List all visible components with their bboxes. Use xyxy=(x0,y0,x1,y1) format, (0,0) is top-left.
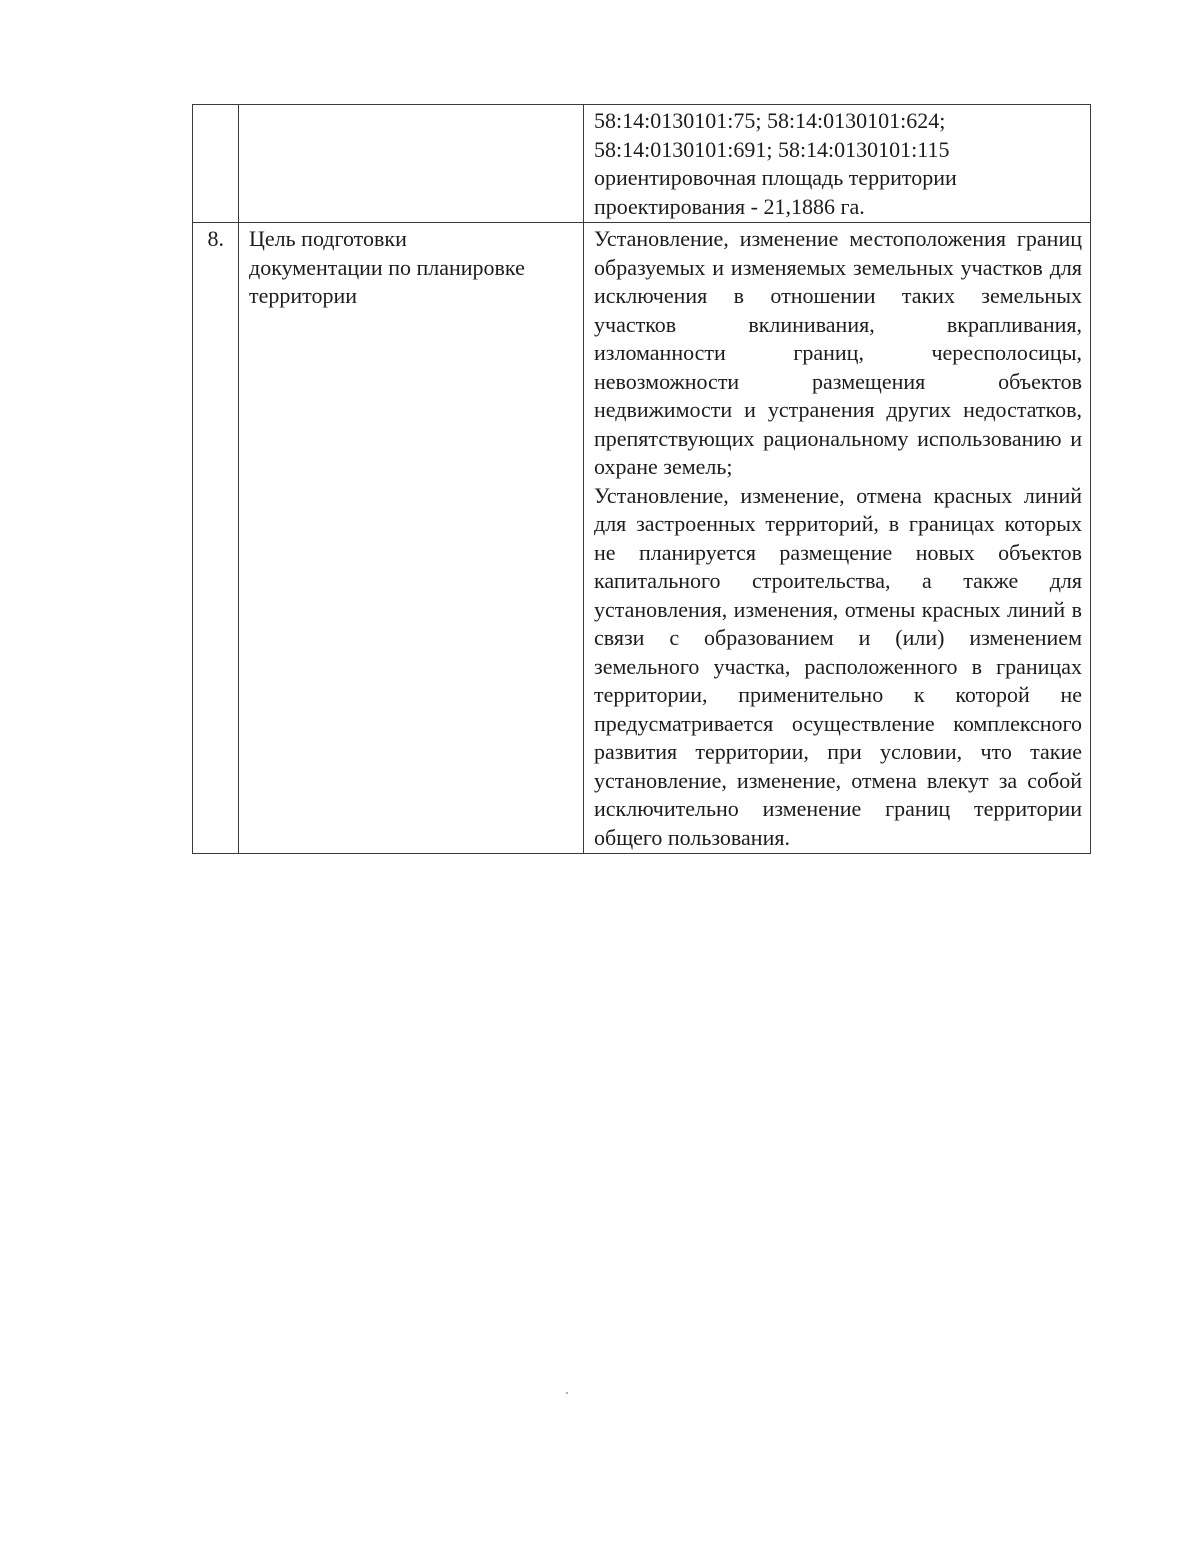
area-text-line-1: ориентировочная площадь территории xyxy=(594,165,957,190)
row-number-cell xyxy=(193,105,239,223)
goal-paragraph-2: Установление, изменение, отмена красных линий для застроенных территорий, в границах которых не планируется размещение новых объектов капитального строительства, а также для установления, изменения, отмены красных линий в связи с образованием и (или) изменением земельного участка, расположенного в границах территории, применительно к которой не предусматривается осуществление комплексного развития территории, при условии, что такие установление, изменение, отмена влекут за собой исключительно изменение границ территории общего пользования. xyxy=(594,482,1082,850)
planning-table xyxy=(192,104,1091,854)
cadastral-numbers-line-1: 58:14:0130101:75; 58:14:0130101:624; xyxy=(594,108,946,133)
area-text-line-2: проектирования - 21,1886 га. xyxy=(594,193,865,219)
row-name-line-2: документации по планировке xyxy=(249,254,525,280)
row-number-cell: 8. xyxy=(193,223,239,854)
table-row-continued xyxy=(193,105,1091,223)
row-name-cell xyxy=(239,223,584,854)
scan-speck xyxy=(566,1392,568,1394)
row-name-line-1: Цель подготовки xyxy=(249,226,407,251)
row-value-cell xyxy=(584,223,1091,854)
cadastral-numbers-line-2: 58:14:0130101:691; 58:14:0130101:115 xyxy=(594,136,950,162)
row-name-line-3: территории xyxy=(249,283,358,308)
goal-paragraph-1: Установление, изменение местоположения границ образуемых и изменяемых земельных участков для исключения в отношении таких земельных участков вклинивания, вкрапливания, изломанности границ, чересполосицы, невозможности размещения объектов недвижимости и устранения других недостатков, препятствующих рациональному использованию и охране земель; xyxy=(594,226,1082,479)
row-name-cell xyxy=(239,105,584,223)
table-row-8 xyxy=(193,223,1091,854)
row-value-cell xyxy=(584,105,1091,223)
